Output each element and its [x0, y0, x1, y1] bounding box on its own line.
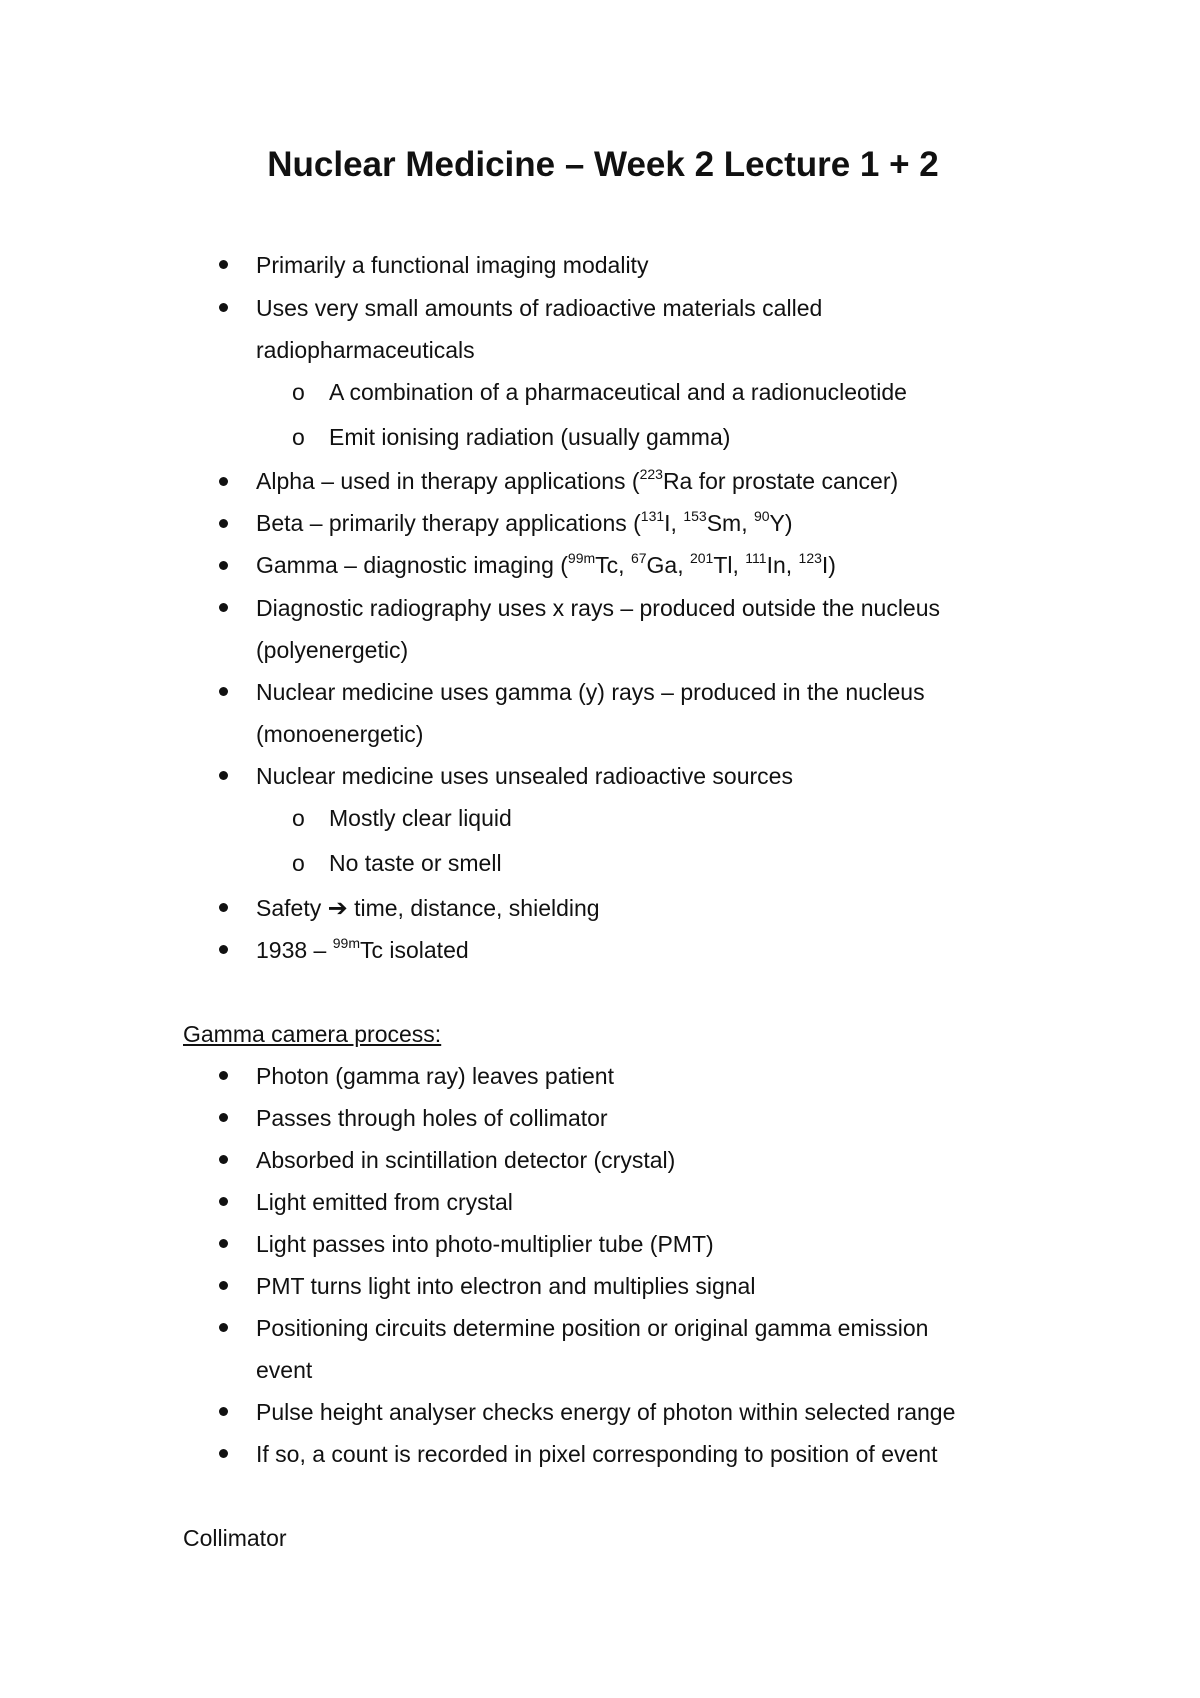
isotope-symbol: Ra: [662, 468, 693, 494]
isotope-mass: 90: [753, 508, 770, 524]
list-item-beta: [256, 507, 793, 539]
isotope-mass: 223: [639, 466, 663, 482]
list-item: Nuclear medicine uses unsealed radioactive sources: [256, 763, 793, 789]
isotope-symbol: Sm,: [706, 510, 754, 536]
isotope-symbol: I,: [664, 510, 684, 536]
list-item: PMT turns light into electron and multiplies signal: [256, 1273, 756, 1299]
bullet-dot: [219, 1071, 228, 1080]
sub-bullet-marker: o: [292, 850, 305, 876]
isotope-symbol: I): [821, 552, 836, 578]
list-item-continuation: (polyenergetic): [256, 637, 409, 663]
bullet-dot: [219, 1281, 228, 1290]
gamma-text: Gamma – diagnostic imaging (: [256, 552, 568, 578]
list-item: Passes through holes of collimator: [256, 1105, 608, 1131]
bullet-dot: [219, 945, 228, 954]
list-item: Positioning circuits determine position or original gamma emission: [256, 1315, 929, 1341]
alpha-text-end: for prostate cancer): [692, 468, 899, 494]
bullet-dot: [219, 1155, 228, 1164]
bullet-dot: [219, 603, 228, 612]
list-item-continuation: event: [256, 1357, 313, 1383]
list-item: If so, a count is recorded in pixel corresponding to position of event: [256, 1441, 938, 1467]
alpha-text: Alpha – used in therapy applications (: [256, 468, 640, 494]
isotope-mass: 67: [630, 550, 647, 566]
list-item-history: [256, 934, 469, 966]
isotope-symbol: Ga,: [646, 552, 690, 578]
bullet-dot: [219, 1197, 228, 1206]
bullet-dot: [219, 687, 228, 696]
bullet-dot: [219, 561, 228, 570]
list-item: Diagnostic radiography uses x rays – produced outside the nucleus: [256, 595, 941, 621]
list-item: Uses very small amounts of radioactive materials called: [256, 295, 823, 321]
bullet-dot: [219, 1323, 228, 1332]
safety-label: Safety: [256, 895, 328, 921]
isotope-mass: 131: [640, 508, 665, 524]
sub-bullet-marker: o: [292, 424, 305, 450]
beta-text: Beta – primarily therapy applications (: [256, 510, 641, 536]
history-text: Tc isolated: [359, 937, 469, 963]
sub-list-item: No taste or smell: [329, 850, 502, 876]
bullet-dot: [219, 1239, 228, 1248]
bullet-dot: [219, 1407, 228, 1416]
sub-bullet-marker: o: [292, 379, 305, 405]
list-item: Light passes into photo-multiplier tube (PMT): [256, 1231, 714, 1257]
isotope-mass: 99m: [332, 935, 360, 951]
list-item-gamma: [256, 549, 836, 581]
isotope-mass: 201: [689, 550, 714, 566]
list-item-continuation: radiopharmaceuticals: [256, 337, 475, 363]
list-item-alpha: [256, 465, 898, 497]
bullet-dot: [219, 1449, 228, 1458]
list-item: Absorbed in scintillation detector (crystal): [256, 1147, 676, 1173]
bullet-dot: [219, 519, 228, 528]
list-item: Pulse height analyser checks energy of photon within selected range: [256, 1399, 956, 1425]
sub-list-item: Emit ionising radiation (usually gamma): [329, 424, 731, 450]
right-arrow-icon: ➔: [327, 895, 348, 922]
isotope-mass: 111: [745, 550, 767, 566]
bullet-dot: [219, 1113, 228, 1122]
bullet-dot: [219, 771, 228, 780]
section-heading-gamma-camera: Gamma camera process:: [183, 1021, 442, 1047]
list-item: Photon (gamma ray) leaves patient: [256, 1063, 614, 1089]
bullet-dot: [219, 903, 228, 912]
page-title: Nuclear Medicine – Week 2 Lecture 1 + 2: [267, 145, 939, 184]
list-item: Nuclear medicine uses gamma (y) rays – produced in the nucleus: [256, 679, 925, 705]
sub-bullet-marker: o: [292, 805, 305, 831]
isotope-mass: 123: [798, 550, 822, 566]
list-item: Light emitted from crystal: [256, 1189, 513, 1215]
safety-items: time, distance, shielding: [347, 895, 600, 921]
history-year: 1938 –: [256, 937, 333, 963]
isotope-mass: 153: [683, 508, 707, 524]
bullet-dot: [219, 260, 228, 269]
isotope-mass: 99m: [567, 550, 596, 566]
bullet-dot: [219, 477, 228, 486]
bullet-dot: [219, 303, 228, 312]
list-item: Primarily a functional imaging modality: [256, 252, 649, 278]
isotope-symbol: Tl,: [713, 552, 746, 578]
isotope-symbol: In,: [766, 552, 799, 578]
isotope-symbol: Y): [769, 510, 793, 536]
isotope-symbol: Tc,: [595, 552, 631, 578]
list-item-safety: [256, 892, 600, 925]
sub-list-item: Mostly clear liquid: [329, 805, 512, 831]
sub-list-item: A combination of a pharmaceutical and a radionucleotide: [329, 379, 907, 405]
list-item-continuation: (monoenergetic): [256, 721, 424, 747]
section-heading-collimator: Collimator: [183, 1525, 287, 1551]
